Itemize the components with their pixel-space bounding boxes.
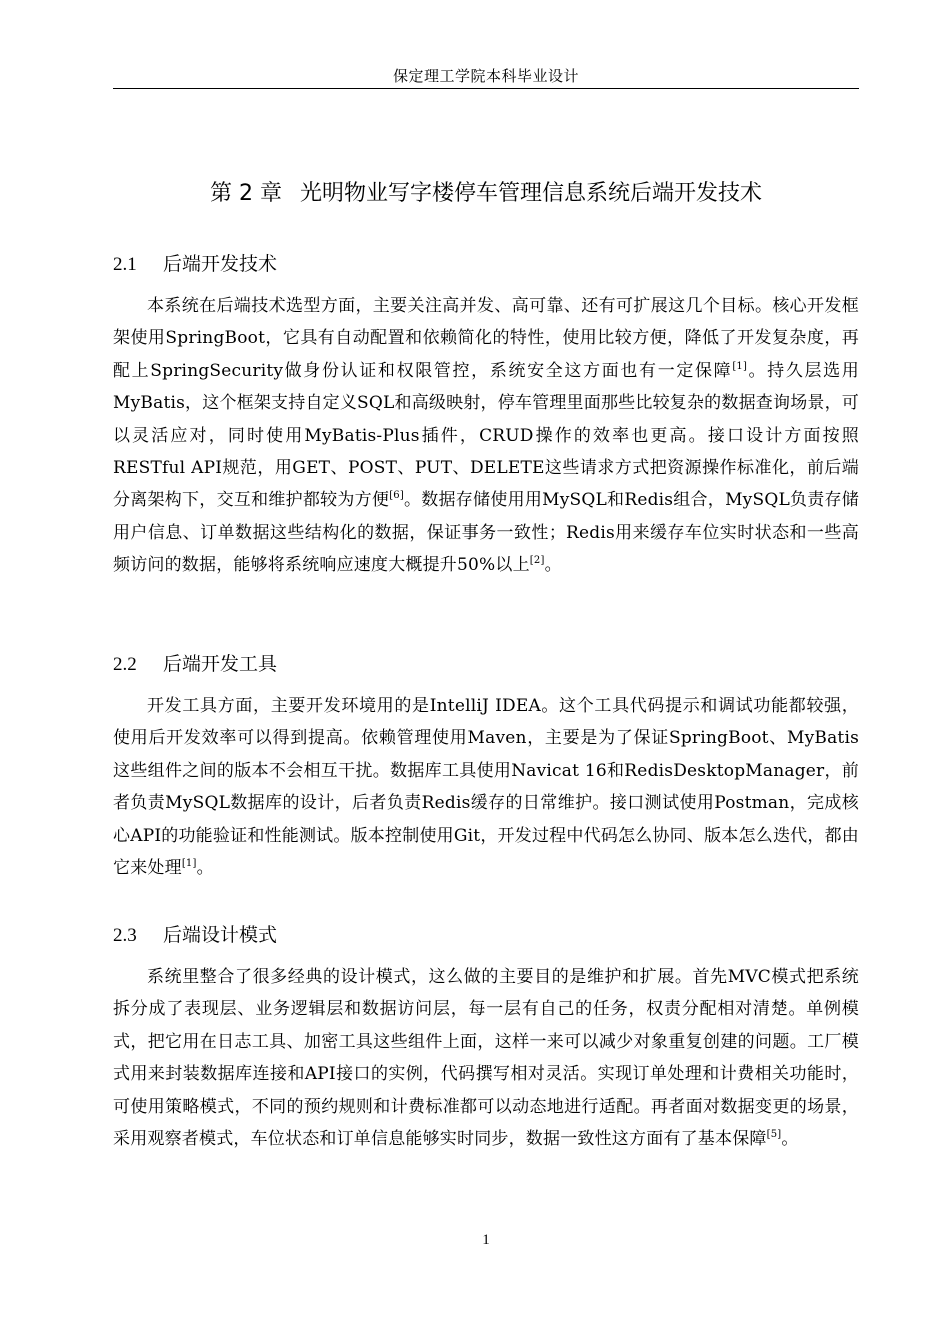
section-title: 后端开发工具 (163, 653, 278, 675)
citation-marker: [6] (389, 490, 404, 502)
section-number: 2.3 (113, 925, 137, 946)
running-header: 保定理工学院本科毕业设计 (392, 67, 579, 85)
header-rule (113, 88, 859, 89)
section-title: 后端设计模式 (163, 924, 278, 946)
section-number: 2.2 (113, 654, 137, 675)
section-number: 2.1 (113, 254, 137, 275)
section-paragraph: 本系统在后端技术选型方面，主要关注高并发、高可靠、还有可扩展这几个目标。核心开发框架使用SpringBoot，它具有自动配置和依赖简化的特性，使用比较方便，降低了开发复杂度，再配上SpringSecurity做身份认证和权限管控，系统安全这方面也有一定保障[1]。持久层选用MyBatis，这个框架支持自定义SQL和高级映射，停车管理里面那些比较复杂的数据查询场景，可以灵活应对，同时使用MyBatis-Plus插件，CRUD操作的效率也更高。接口设计方面按照RESTful API规范，用GET、POST、PUT、DELETE这些请求方式把资源操作标准化，前后端分离架构下，交互和维护都较为方便[6]。数据存储使用用MySQL和Redis组合，MySQL负责存储用户信息、订单数据这些结构化的数据，保证事务一致性；Redis用来缓存车位实时状态和一些高频访问的数据，能够将系统响应速度大概提升50%以上[2]。 (113, 296, 859, 576)
citation-marker: [2] (529, 555, 545, 567)
section-paragraph: 开发工具方面，主要开发环境用的是IntelliJ IDEA。这个工具代码提示和调试功能都较强，使用后开发效率可以得到提高。依赖管理使用Maven，主要是为了保证SpringBoot、MyBatis这些组件之间的版本不会相互干扰。数据库工具使用Navicat 16和RedisDesktopManager，前者负责MySQL数据库的设计，后者负责Redis缓存的日常维护。接口测试使用Postman，完成核心API的功能验证和性能测试。版本控制使用Git，开发过程中代码怎么协同、版本怎么迭代，都由它来处理[1]。 (113, 696, 859, 879)
section-2-3 (113, 921, 859, 1155)
page-number: 1 (482, 1232, 490, 1248)
section-heading (113, 921, 859, 949)
citation-marker: [1] (181, 858, 197, 870)
section-paragraph: 系统里整合了很多经典的设计模式，这么做的主要目的是维护和扩展。首先MVC模式把系统拆分成了表现层、业务逻辑层和数据访问层，每一层有自己的任务，权责分配相对清楚。单例模式，把它用在日志工具、加密工具这些组件上面，这样一来可以减少对象重复创建的问题。工厂模式用来封装数据库连接和API接口的实例，代码撰写相对灵活。实现订单处理和计费相关功能时，可使用策略模式，不同的预约规则和计费标准都可以动态地进行适配。再者面对数据变更的场景，采用观察者模式，车位状态和订单信息能够实时同步，数据一致性这方面有了基本保障[5]。 (113, 967, 859, 1150)
chapter-title-text: 光明物业写字楼停车管理信息系统后端开发技术 (299, 181, 762, 206)
section-title: 后端开发技术 (163, 253, 278, 275)
chapter-number: 第 2 章 (210, 181, 282, 206)
section-2-2 (113, 650, 859, 884)
section-heading (113, 650, 859, 678)
chapter-title (113, 178, 859, 210)
citation-marker: [5] (766, 1129, 782, 1141)
section-2-1 (113, 250, 859, 582)
section-heading (113, 250, 859, 278)
citation-marker: [1] (732, 360, 748, 372)
